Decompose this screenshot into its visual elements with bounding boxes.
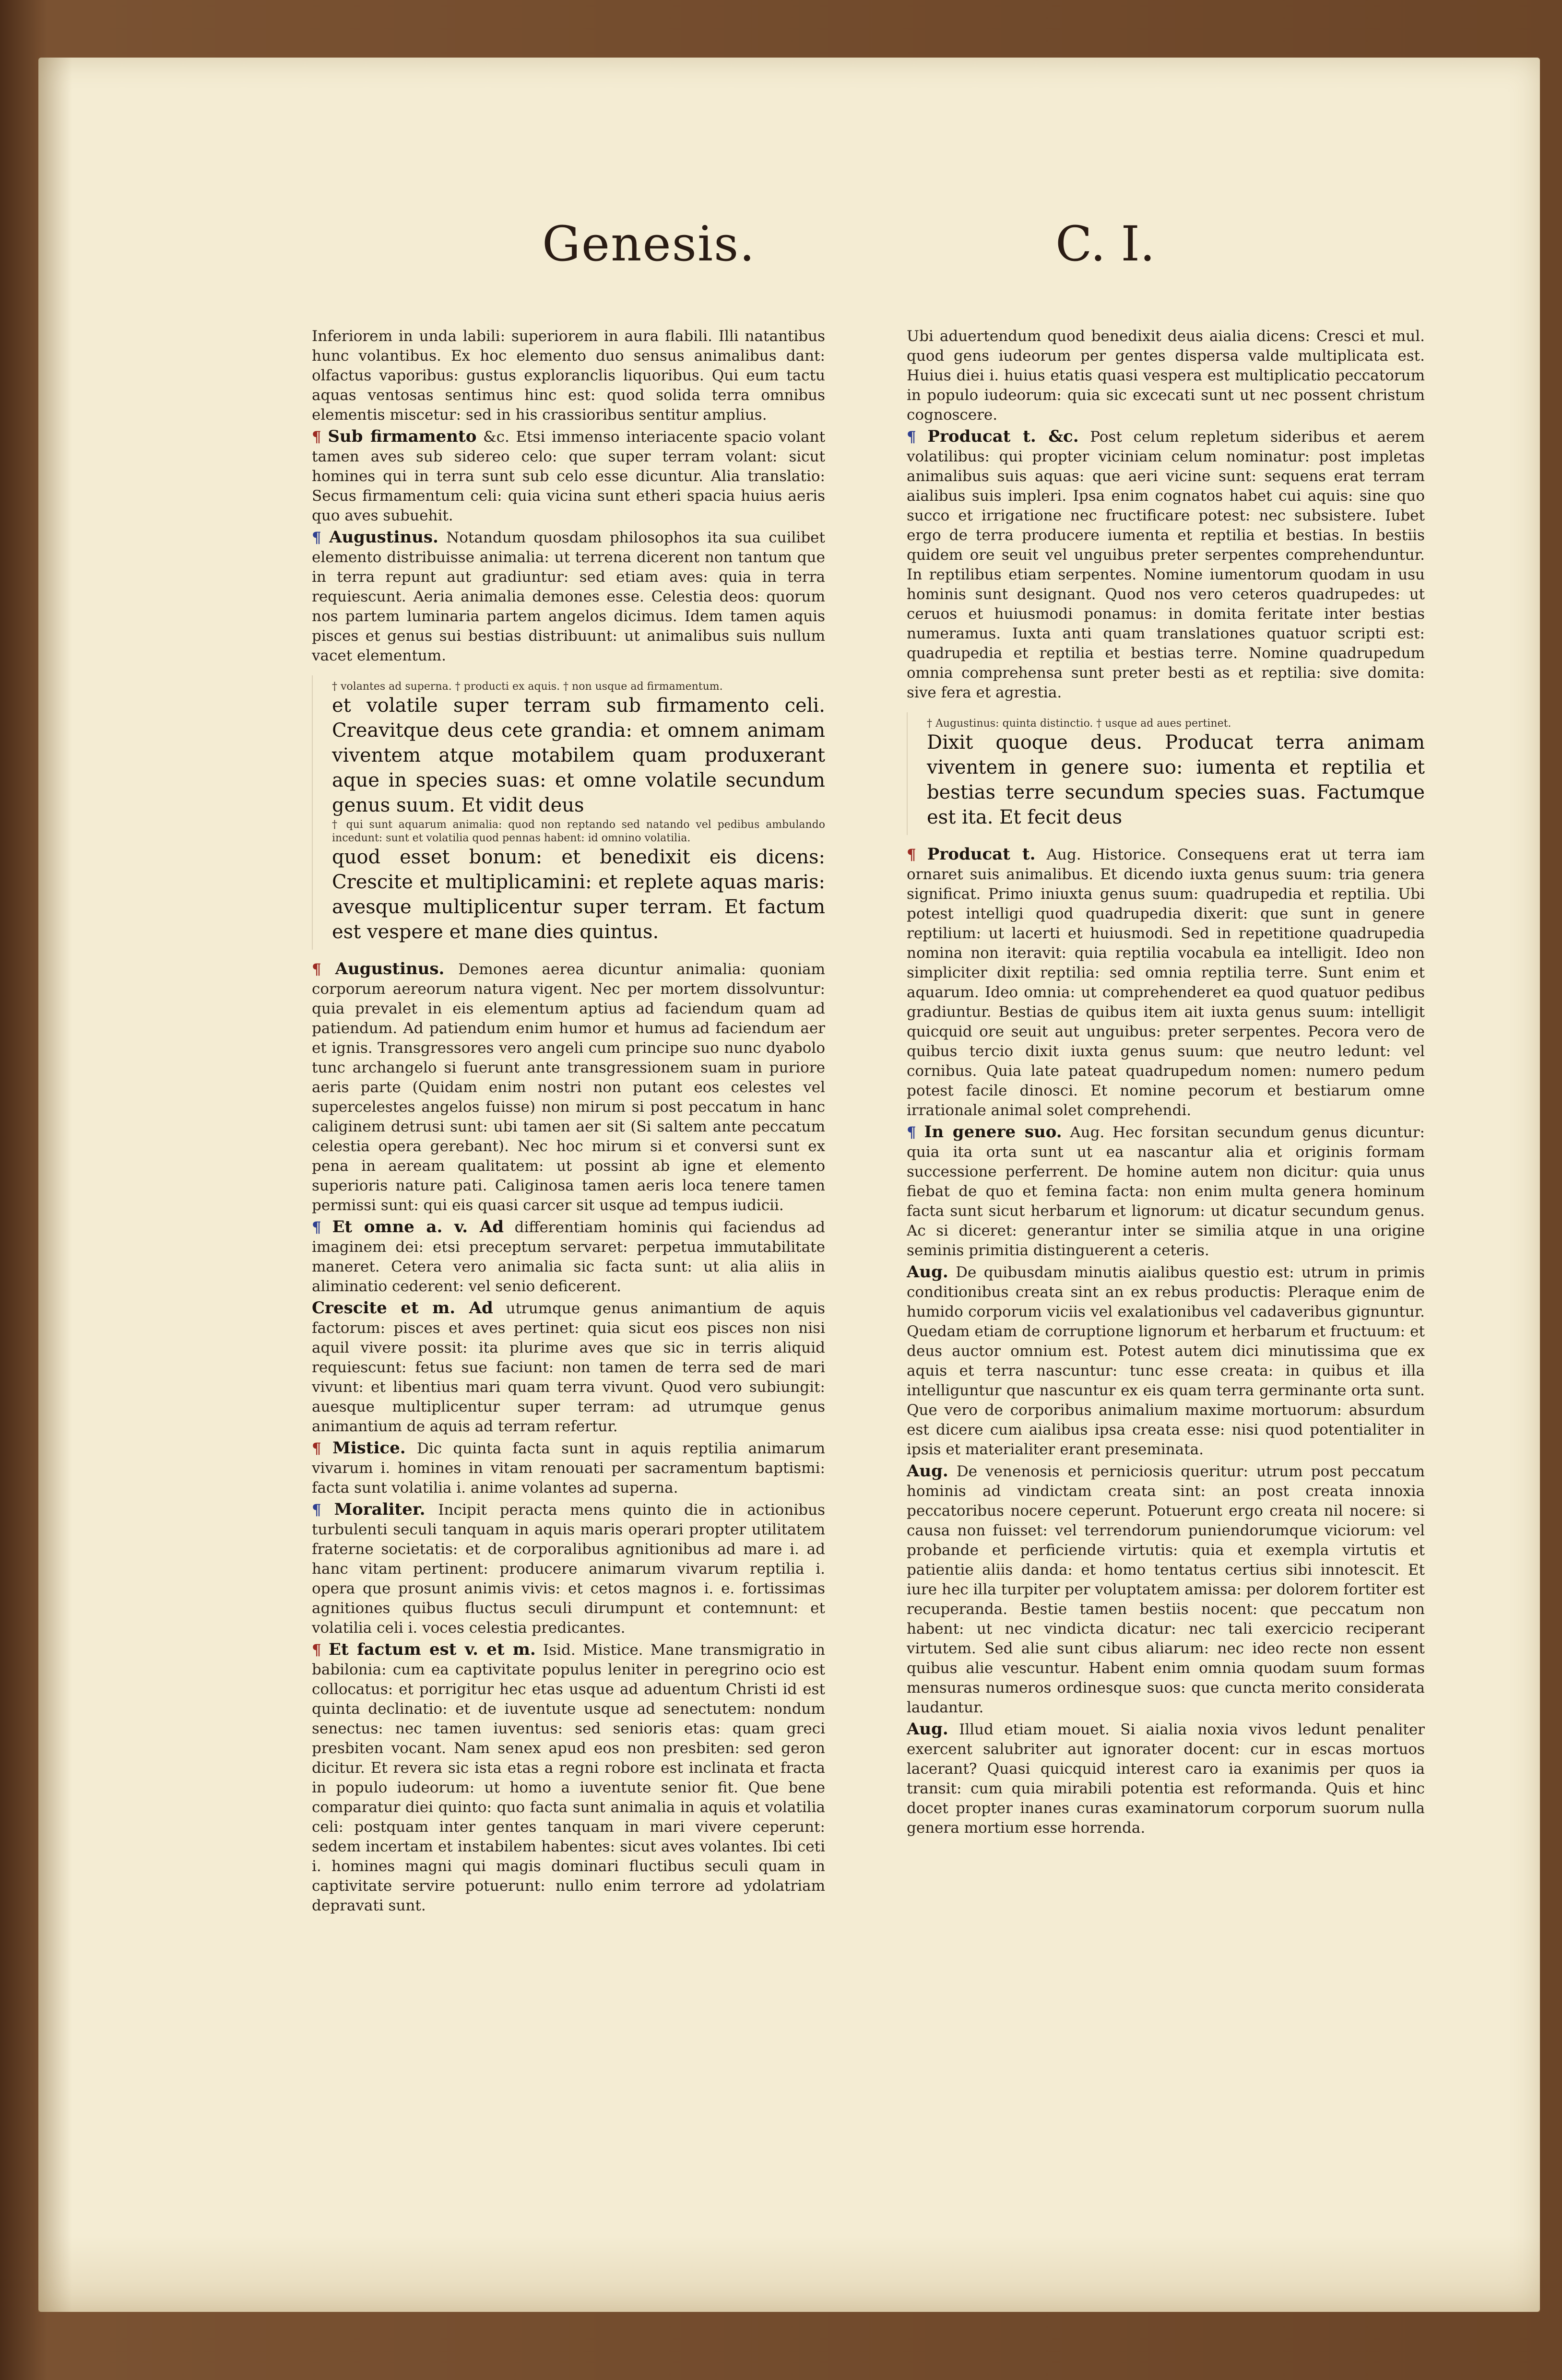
gloss-text: De quibusdam minutis aialibus questio est: utrum in primis conditionibus creata sint an ex rebus productis: Pleraque enim de humido corporum viciis vel exalationibus vel cadaveribus gignuntur. Quedam etiam de corruptione lignorum et herbarum et fructuum: et deus auctor omnium est. Potest autem dici minutissima que ex aquis et terra nascuntur: tunc esse creata: in quibus et illa intelliguntur que nascuntur ex eis quam terra germinante orta sunt. Que vero de corporibus animalium maxime mortuorum: absurdum est dicere cum aialibus ipsa creata esse: nisi quod potentialiter in ipsis et materialiter erant preseminata. [907, 1264, 1425, 1458]
running-title: Genesis. [542, 216, 756, 272]
paragraph-mark: ¶ [312, 428, 321, 446]
gloss-text: Post celum repletum sideribus et aerem volatilibus: qui propter viciniam celum nominatur: post impletas animalibus suis aquas: que aeri vicine sunt: sequens erat terram aialibus suis impleri. Ipsa enim cognatos habet cui aquis: sine quo succo et irrigatione nec fructificare potest: nec subsistere. Iubet ergo de terra producere iumenta et reptilia et bestias. In bestiis quidem ore seuit vel unguibus preter serpentes comprehenduntur. In reptilibus etiam serpentes. Nomine iumentorum quodam in usu hominis sunt designant. Quod nos vero ceteros quadrupedes: ut ceruos et huiusmodi ponamus: in domita feritate inter bestias numeramus. Iuxta anti quam translationes quatuor scripti est: quadrupedia et reptilia et bestias terre. Nomine quadrupedum omnia comprehensa sunt preter besti as et reptilia: sive domita: sive fera et agrestia. [907, 428, 1425, 701]
lemma-heading: Crescite et m. Ad [312, 1298, 493, 1318]
gloss-text: utrumque genus animantium de aquis factorum: pisces et aves pertinet: quia sicut eos pisces non nisi aquil vivere possit: ita plurime aves que sic in terris aliquid requiescunt: fetus sue faciunt: non tamen de terra sed de mari vivunt: et libentius mari quam terra vivunt. Quod vero subiungit: auesque multiplicentur super terram: ad utrumque genus animantium de aquis ad terram refertur. [312, 1300, 826, 1435]
gloss-text: &c. Etsi immenso interiacente spacio volant tamen aves sub sidereo celo: que super terram volant: sicut homines qui in terra sunt sub celo esse dicuntur. Alia translatio: Secus firmamentum celi: quia vicina sunt etheri spacia huius aeris quo aves subuehit. [312, 428, 826, 524]
lemma-heading: Moraliter. [334, 1500, 426, 1519]
left-paragraph-0 [312, 326, 825, 425]
left-paragraph-5 [312, 1298, 825, 1437]
gloss-text: Ubi aduertendum quod benedixit deus aialia dicens: Cresci et mul. quod gens iudeorum per gentes dispersa valde multiplicata est. Huius diei i. huius etatis quasi vespera est multiplicatio peccatorum in populo iudeorum: quia sic excecati sunt ut nec possent christum cognoscere. [907, 328, 1425, 424]
paragraph-mark: ¶ [312, 529, 321, 546]
gloss-text: Notandum quosdam philosophos ita sua cuilibet elemento distribuisse animalia: ut terrena dicerent non tantum que in terra repunt aut gradiuntur: sed etiam aves: quia in terra requiescunt. Aeria animalia demones esse. Celestia deos: quorum nos partem luminaria partem angelos dicimus. Idem tamen aquis pisces et genus sui bestias distribuunt: ut animalibus suis nullum vacet elementum. [312, 529, 825, 664]
lemma-heading: Aug. [907, 1720, 948, 1739]
gloss-text: Incipit peracta mens quinto die in actionibus turbulenti seculi tanquam in aquis maris operari propter utilitatem fraterne societatis: et de corporalibus agnitionibus ad mare i. ad hanc vitam pertinent: producere animarum vivarum reptilia i. opera que prosunt animis vivis: et cetos magnos i. e. fortissimas agnitiones quibus fluctus seculi dirumpunt et contemnunt: et volatilia celi i. voces celestia predicantes. [312, 1501, 825, 1637]
left-paragraph-7 [312, 1500, 825, 1638]
gloss-text: De venenosis et perniciosis queritur: utrum post peccatum hominis ad vindictam creata sint: an post creata innoxia peccatoribus nocere ceperunt. Potuerunt ergo creata nil nocere: si causa non fuisset: vel terrendorum puniendorumque viciorum: vel probande et perficiende virtutis: quia et exempla virtutis et patientie aliis danda: et homo tentatus certius sibi innotescit. Et iure hec illa turpiter per voluptatem amissa: per dolorem fortiter est recuperanda. Bestie tamen bestiis nocent: que peccatum non habent: ut nec vindicta dicatur: nec tali exercicio reciperant virtutem. Sed alie sunt cibus aliarum: nec ideo recte non essent quibus alie vescuntur. Habent enim omnia quodam suum formas mensuras numeros ordinesque suos: que cuncta merito considerata laudantur. [907, 1463, 1425, 1716]
lemma-heading: Et factum est v. et m. [329, 1640, 536, 1659]
gloss-text: Dic quinta facta sunt in aquis reptilia animarum vivarum i. homines in vitam renouati per sacramentum baptismi: facta sunt volatilia i. anime volantes ad superna. [312, 1440, 825, 1496]
right-paragraph-5 [907, 1461, 1425, 1718]
lemma-heading: Et omne a. v. Ad [332, 1217, 504, 1237]
gloss-text: Aug. Historice. Consequens erat ut terra iam ornaret suis animalibus. Et dicendo iuxta genus suum: tria genera significat. Primo iniuxta genus suum: quadrupedia et reptilia. Ubi potest intelligi quod quadrupedia dixerit: que sunt in genere reptilium: ut lacerti et huiusmodi. Sed in repetitione quadrupedia nomina non iteravit: quia reptilia vocabula ea intelligit. Ideo non simpliciter dixit reptilia: sed omnia reptilia terre. Sunt enim et aquarum. Ideo omnia: ut comprehenderet ea quod quatuor pedibus gradiuntur. Bestias de quibus item ait iuxta genus suum: intelligit quicquid ore seuit aut unguibus: preter serpentes. Pecora vero de quibus tercio dixit iuxta genus suum: que neutro ledunt: vel cornibus. Quia late pateat quadrupedum nomen: numero pedum potest facile dinosci. Et nomine pecorum et bestiarum omne irrationale animal solet comprehendi. [907, 846, 1425, 1119]
lemma-heading: In genere suo. [924, 1122, 1062, 1142]
biblical-line-1: et volatile super terram sub firmamento celi. Creavitque deus cete grandia: et omnem animam viventem atque motabilem quam produxerant aque in species suas: et omne volatile secundum genus suum. Et vidit deus [332, 695, 825, 816]
paragraph-mark: ¶ [312, 1641, 321, 1659]
paragraph-mark: ¶ [907, 428, 916, 446]
biblical-text-block-right [907, 712, 1425, 835]
biblical-text-block [312, 675, 825, 950]
paragraph-mark: ¶ [312, 1501, 321, 1519]
left-paragraph-6 [312, 1438, 825, 1498]
interlinear-gloss-mid: † qui sunt aquarum animalia: quod non reptando sed natando vel pedibus ambulando incedunt: sunt et volatilia quod pennas habent: id omnino volatilia. [332, 819, 825, 844]
lemma-heading: Mistice. [332, 1438, 406, 1458]
right-paragraph-6 [907, 1720, 1425, 1838]
paragraph-mark: ¶ [907, 846, 916, 863]
left-paragraph-2 [312, 528, 825, 666]
paragraph-mark: ¶ [907, 1124, 916, 1141]
lemma-heading: Aug. [907, 1262, 948, 1282]
biblical-line-2: quod esset bonum: et benedixit eis dicens: Crescite et multiplicamini: et replete aquas maris: avesque multiplicentur super terram. Et factum est vespere et mane dies quintus. [332, 846, 825, 943]
paragraph-mark: ¶ [312, 1219, 321, 1236]
right-paragraph-1 [907, 427, 1425, 703]
lemma-heading: Augustinus. [335, 959, 445, 978]
right-paragraph-3 [907, 1122, 1425, 1261]
paragraph-mark: ¶ [312, 1440, 321, 1457]
gloss-text: Illud etiam mouet. Si aialia noxia vivos ledunt penaliter exercent salubriter aut ignorater docent: cur in escas mortuos lacerant? Quasi quicquid interest caro ia exanimis per quos ia transit: cum quia mirabili potentia est reformanda. Quis et hinc docet propter inanes curas examinatorum corporum suorum nulla genera mortium esse horrenda. [907, 1721, 1425, 1837]
right-paragraph-2 [907, 845, 1425, 1120]
right-paragraph-4 [907, 1262, 1425, 1460]
right-column [907, 326, 1425, 1840]
biblical-line-3: Dixit quoque deus. Producat terra animam viventem in genere suo: iumenta et reptilia et bestias terre secundum species suas. Factumque est ita. Et fecit deus [927, 731, 1425, 828]
right-paragraph-0 [907, 326, 1425, 425]
chapter-heading: C. I. [1055, 216, 1155, 272]
lemma-heading: Sub firmamento [328, 427, 477, 446]
lemma-heading: Producat t. [927, 845, 1036, 864]
page-gutter-shadow [38, 58, 72, 2312]
gloss-text: Isid. Mistice. Mane transmigratio in babilonia: cum ea captivitate populus leniter in peregrino ocio est collocatus: et porrigitur hec etas usque ad aduentum Christi id est quinta declinatio: et de iuventute usque ad senectutem: nondum senectus: nec tamen iuventus: sed senioris etas: quam greci presbiten vocant. Nam senex apud eos non presbiten: sed geron dicitur. Et revera sic ista etas a regni robore est inclinata et fracta in populo iudeorum: ut homo a iuventute senior fit. Que bene comparatur diei quinto: quo facta sunt animalia in aquis et volatilia celi: postquam inter gentes tanquam in mari vivere ceperunt: sedem incertam et instabilem habentes: sicut aves volantes. Ibi ceti i. homines magni qui magis dominari fluctibus seculi quam in captivitate servire potuerunt: nullo enim terrore ad ydolatriam depravati sunt. [312, 1641, 825, 1914]
page-bottom-shadow [38, 2235, 1540, 2312]
paragraph-mark: ¶ [312, 961, 321, 978]
lemma-heading: Augustinus. [329, 528, 438, 547]
interlinear-gloss-bottom: † Augustinus: quinta distinctio. † usque ad aues pertinet. [927, 718, 1231, 730]
gloss-text: Demones aerea dicuntur animalia: quoniam corporum aereorum natura vigent. Nec per mortem dissolvuntur: quia prevalet in eis elementum aptius ad faciendum quam ad patiendum. Ad patiendum enim humor et humus ad faciendum aer et ignis. Transgressores vero angeli cum principe suo nunc dyabolo tunc archangelo si fuerunt ante transgressionem suam in puriore aeris parte (Quidam enim nostri non putant eos celestes vel supercelestes angelos fuisse) non mirum si post peccatum in hanc caliginem detrusi sunt: ubi tamen aer sit (Si saltem ante peccatum celestia opera gerebant). Nec hoc mirum si et conversi sunt ex pena in aeream qualitatem: ut possint ab igne et elemento superioris nature pati. Caliginosa tamen aeris loca tenere tamen permissi sunt: qui eis quasi carcer sit usque ad tempus iudicii. [312, 961, 826, 1214]
page-header [38, 216, 1540, 293]
left-paragraph-1 [312, 427, 825, 526]
lemma-heading: Aug. [907, 1461, 948, 1481]
gloss-text: Inferiorem in unda labili: superiorem in aura flabili. Illi natantibus hunc volantibus. Ex hoc elemento duo sensus animalibus dant: olfactus vaporibus: gustus exploranclis liquoribus. Qui eum tactu aquas ventosas sentimus hinc est: quod solida terra omnibus elementis miscetur: sed in his crassioribus sentitur amplius. [312, 328, 825, 424]
gloss-text: Aug. Hec forsitan secundum genus dicuntur: quia ita orta sunt ut ea nascantur alia et originis formam successione perferrent. De homine autem non dicitur: quia unus fiebat de quo et femina facta: non enim multa genera hominum facta sunt sicut herbarum et lignorum: ut dicatur secundum genus. Ac si diceret: generantur inter se similia atque in una origine seminis primitia distinguerent a ceteris. [907, 1124, 1425, 1259]
gloss-text: differentiam hominis qui faciendus ad imaginem dei: etsi preceptum servaret: perpetua immutabilitate maneret. Cetera vero animalia sic facta sunt: ut alia aliis in aliminatio cederent: vel senio deficerent. [312, 1219, 825, 1295]
left-paragraph-3 [312, 959, 825, 1215]
manuscript-page [38, 58, 1540, 2312]
left-paragraph-8 [312, 1640, 825, 1916]
left-paragraph-4 [312, 1217, 825, 1296]
interlinear-gloss-top: † volantes ad superna. † producti ex aquis. † non usque ad firmamentum. [332, 681, 723, 693]
lemma-heading: Producat t. &c. [927, 427, 1079, 446]
left-column [312, 326, 825, 1918]
